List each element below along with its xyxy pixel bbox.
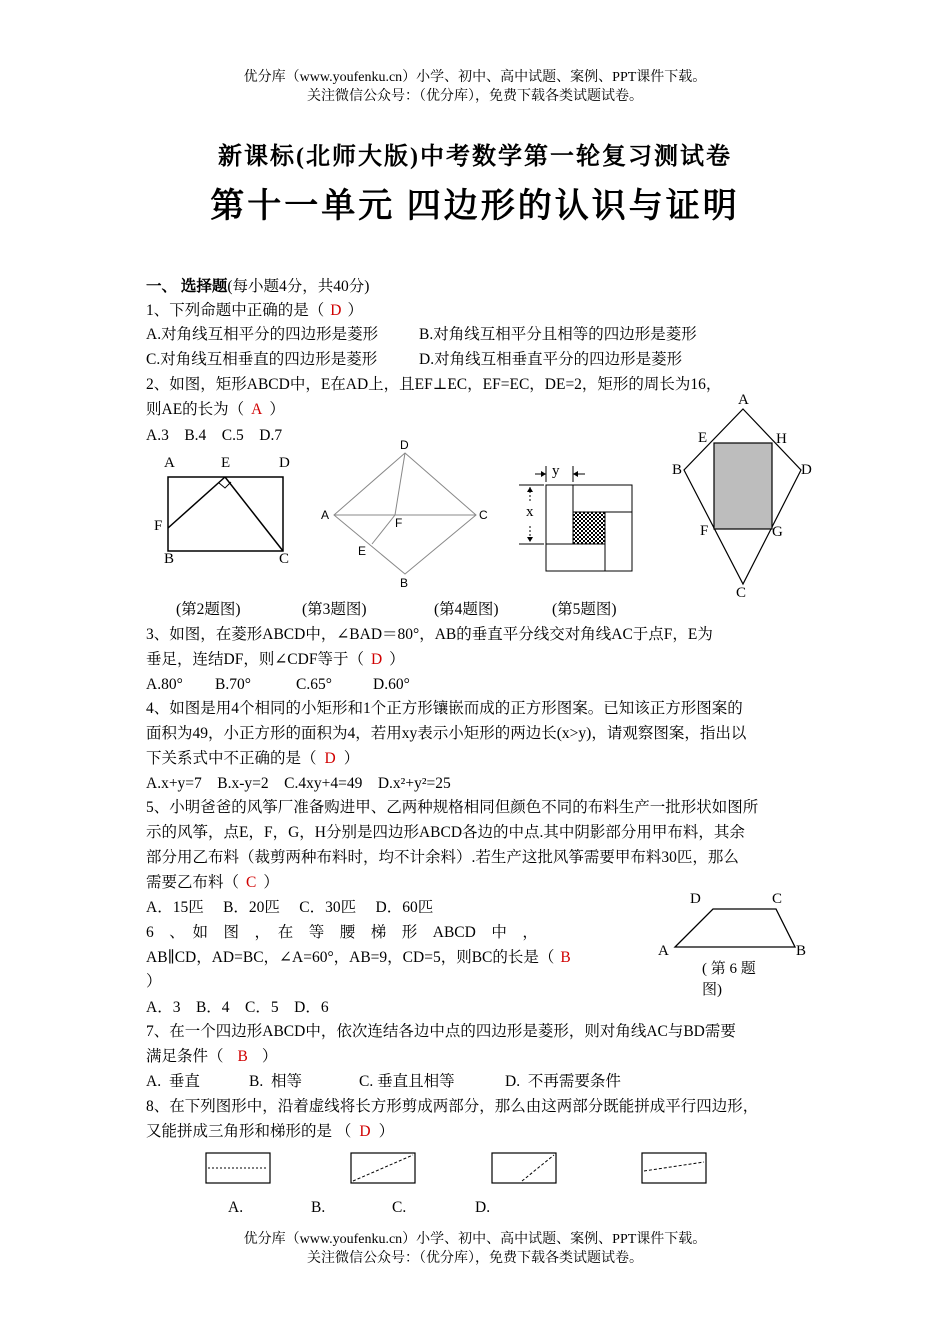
header-line-2: 关注微信公众号：（优分库），免费下载各类试题试卷。 <box>307 89 643 104</box>
q5-close: ） <box>263 874 279 891</box>
q7-stem-2 <box>146 1046 277 1068</box>
q8-stem2-text: 又能拼成三角形和梯形的是 （ <box>146 1123 352 1140</box>
q6-close: ） <box>146 973 162 990</box>
figure-5 <box>668 392 818 604</box>
q8-answer: D <box>359 1123 371 1140</box>
section-heading <box>146 276 369 298</box>
q1-opt-c: C.对角线互相垂直的四边形是菱形 <box>146 351 378 368</box>
q1-answer: D <box>330 302 342 319</box>
q5-stem: 5、小明爸爸的风筝厂准备购进甲、乙两种规格相同但颜色不同的布料生产一批形状如图所 <box>146 799 759 816</box>
fig5-caption: (第5题图) <box>552 601 617 618</box>
fig3-label-e: E <box>358 544 367 558</box>
footer-line-1: 优分库（www.youfenku.cn）小学、初中、高中试题、案例、PPT课件下载。 <box>243 1232 707 1247</box>
fig6-label-c: C <box>772 891 783 907</box>
q7-opt-d: D. 不再需要条件 <box>505 1073 621 1090</box>
q8-label-d: D. <box>475 1199 491 1216</box>
fig6-label-b: B <box>796 943 807 959</box>
fig5-label-f: F <box>700 523 709 539</box>
q8-close: ） <box>378 1123 395 1140</box>
q5-stem-4 <box>146 872 279 894</box>
figure-5-drawing <box>668 392 818 604</box>
q4-close: ） <box>343 750 360 767</box>
q3-opt-a: A.80° <box>146 676 183 693</box>
q7-close: ） <box>261 1048 278 1065</box>
section-note: (每小题4分，共40分) <box>227 278 370 295</box>
q6-answer: B <box>560 949 571 966</box>
fig4-label-y: y <box>552 463 560 479</box>
q2-stem2-text: 则AE的长为（ <box>146 401 245 418</box>
footer-line-2: 关注微信公众号：（优分库），免费下载各类试题试卷。 <box>307 1251 643 1266</box>
fig3-label-c: C <box>479 508 488 522</box>
q2-stem-2 <box>146 399 285 421</box>
fig6-caption-1: ( 第 6 题 <box>702 961 756 977</box>
fig5-label-h: H <box>776 431 787 447</box>
figure-3-drawing <box>316 435 496 595</box>
q8-stem: 8、在下列图形中，沿着虚线将长方形剪成两部分，那么由这两部分既能拼成平行四边形， <box>146 1098 759 1115</box>
q3-opt-d: D.60° <box>373 676 410 693</box>
q3-answer: D <box>370 651 383 668</box>
fig2-label-f: F <box>154 518 163 534</box>
q5-stem-2: 示的风筝，点E，F，G，H分别是四边形ABCD各边的中点.其中阴影部分用甲布料，其余 <box>146 824 745 841</box>
q5-stem4-text: 需要乙布料（ <box>146 874 240 891</box>
fig2-label-e: E <box>221 455 231 471</box>
q4-options: A.x+y=7 B.x-y=2 C.4xy+4=49 D.x²+y²=25 <box>146 775 451 792</box>
fig5-label-b: B <box>672 462 683 478</box>
fig3-label-f: F <box>395 516 403 530</box>
fig3-label-d: D <box>400 438 409 452</box>
q3-close: ） <box>389 651 405 668</box>
q1-opt-a: A.对角线互相平分的四边形是菱形 <box>146 326 379 343</box>
q3-opt-c: C.65° <box>296 676 332 693</box>
q2-answer: A <box>251 401 263 418</box>
header-line-1: 优分库（www.youfenku.cn）小学、初中、高中试题、案例、PPT课件下载。 <box>243 70 707 85</box>
fig2-label-c: C <box>279 551 290 567</box>
q1-opt-d: D.对角线互相垂直平分的四边形是菱形 <box>419 351 683 368</box>
q3-stem-2 <box>146 649 405 671</box>
figure-4 <box>515 460 640 578</box>
q4-stem3-text: 下关系式中不正确的是（ <box>146 750 317 767</box>
q5-stem-3: 部分用乙布料（裁剪两种布料时，均不计余料）.若生产这批风筝需要甲布料30匹，那么 <box>146 849 739 866</box>
fig3-label-b: B <box>400 576 409 590</box>
q4-stem-2: 面积为49，小正方形的面积为4，若用xy表示小矩形的两边长(x>y)，请观察图案，指出以 <box>146 725 747 742</box>
fig2-label-a: A <box>164 455 175 471</box>
fig2-caption: (第2题图) <box>176 601 241 618</box>
fig6-caption-2: 图) <box>702 982 722 998</box>
fig3-label-a: A <box>321 508 330 522</box>
q2-options: A.3 B.4 C.5 D.7 <box>146 427 283 444</box>
fig2-label-b: B <box>164 551 175 567</box>
q1-stem-text: 1、下列命题中正确的是（ <box>146 302 325 319</box>
fig5-label-g: G <box>772 524 783 540</box>
figure-2 <box>150 452 310 577</box>
q6-stem: 6 、 如 图 ， 在 等 腰 梯 形 ABCD 中 ， <box>146 924 538 941</box>
q1-opt-b: B.对角线互相平分且相等的四边形是菱形 <box>419 326 697 343</box>
q5-options: A．15匹 B．20匹 C．30匹 D．60匹 <box>146 899 434 916</box>
q7-stem: 7、在一个四边形ABCD中，依次连结各边中点的四边形是菱形，则对角线AC与BD需要 <box>146 1023 736 1040</box>
q7-opt-a: A. 垂直 <box>146 1073 200 1090</box>
q3-opt-b: B.70° <box>215 676 251 693</box>
q6-stem-2 <box>146 947 577 969</box>
q3-stem2-text: 垂足，连结DF，则∠CDF等于（ <box>146 651 364 668</box>
q8-label-a: A. <box>228 1199 244 1216</box>
q8-figures <box>205 1150 765 1188</box>
unit-title: 第十一单元 四边形的认识与证明 <box>210 188 740 225</box>
fig4-caption: (第4题图) <box>434 601 499 618</box>
q8-stem-2 <box>146 1121 394 1143</box>
figure-3 <box>316 435 496 595</box>
q7-answer: B <box>237 1048 248 1065</box>
q8-label-b: B. <box>311 1199 326 1216</box>
q1-stem <box>146 300 363 322</box>
fig6-label-d: D <box>690 891 701 907</box>
q6-stem2-text: AB∥CD，AD=BC，∠A=60°，AB=9，CD=5，则BC的长是（ <box>146 949 555 966</box>
fig5-label-c: C <box>736 585 747 601</box>
fig2-label-d: D <box>279 455 290 471</box>
q5-answer: C <box>246 874 257 891</box>
fig3-caption: (第3题图) <box>302 601 367 618</box>
q4-answer: D <box>324 750 336 767</box>
q2-close: ） <box>269 401 285 418</box>
q4-stem: 4、如图是用4个相同的小矩形和1个正方形镶嵌而成的正方形图案。已知该正方形图案的 <box>146 700 743 717</box>
q4-stem-3 <box>146 748 359 770</box>
figure-6-drawing <box>655 888 815 968</box>
exam-title: 新课标(北师大版)中考数学第一轮复习测试卷 <box>218 144 732 170</box>
fig5-label-a: A <box>738 392 749 408</box>
fig6-label-a: A <box>658 943 669 959</box>
q3-stem: 3、如图，在菱形ABCD中，∠BAD＝80°，AB的垂直平分线交对角线AC于点F，E为 <box>146 626 713 643</box>
q8-label-c: C. <box>392 1199 407 1216</box>
fig5-label-d: D <box>801 462 812 478</box>
figure-6 <box>655 888 815 998</box>
q8-figures-drawing <box>205 1150 765 1188</box>
q6-options: A．3 B．4 C．5 D．6 <box>146 999 329 1016</box>
q7-stem2-text: 满足条件（ <box>146 1048 224 1065</box>
fig5-label-e: E <box>698 430 708 446</box>
fig4-label-x: x <box>526 504 534 520</box>
q1-close: ） <box>347 302 363 319</box>
q2-stem: 2、如图，矩形ABCD中，E在AD上，且EF⊥EC，EF=EC，DE=2，矩形的周长为16， <box>146 376 722 393</box>
q7-opt-b: B. 相等 <box>249 1073 302 1090</box>
section-heading-text: 一、 选择题 <box>146 278 228 295</box>
q7-opt-c: C. 垂直且相等 <box>359 1073 455 1090</box>
